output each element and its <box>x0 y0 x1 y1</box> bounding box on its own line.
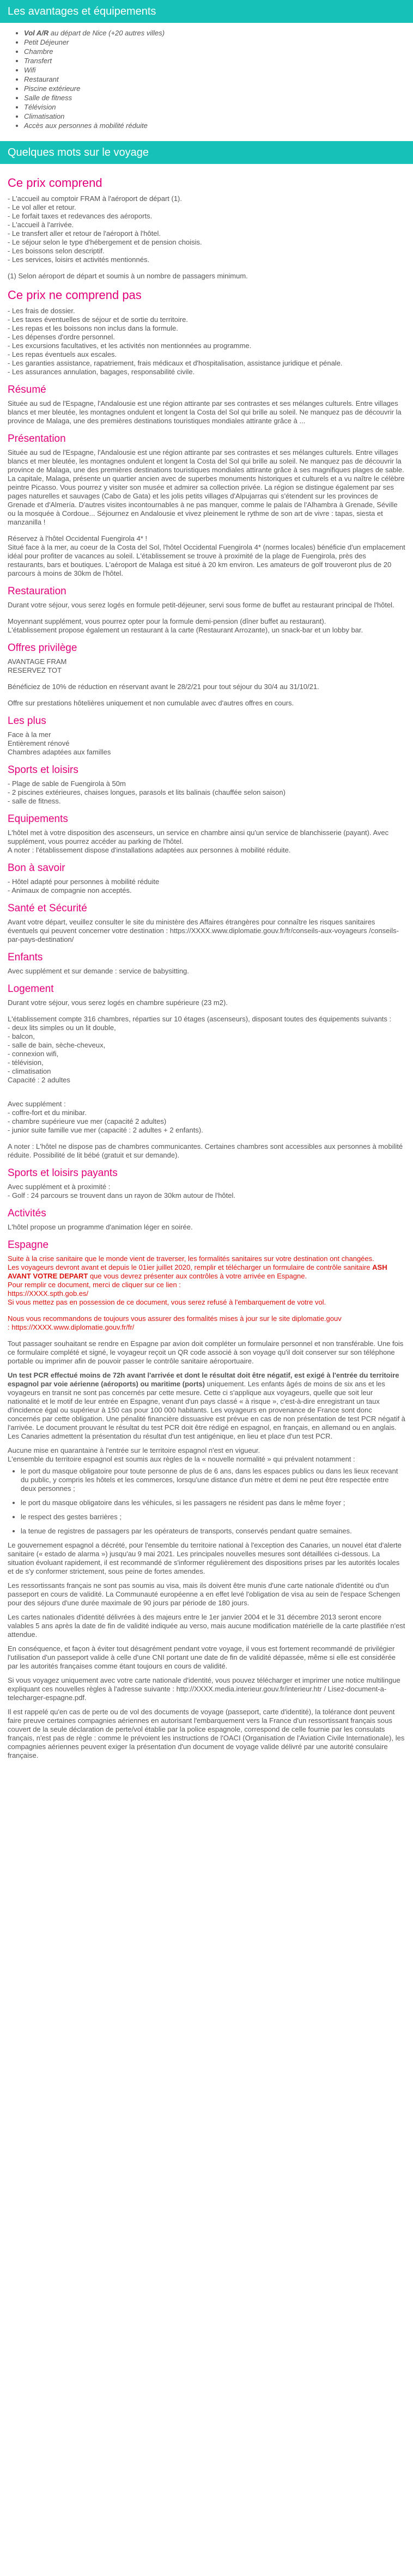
rules-item: • le port du masque obligatoire dans les véhicules, si les passagers ne résident pas dans le même foyer ; <box>21 1499 405 1507</box>
section-body-offres-privilege <box>8 657 405 708</box>
section-line: L'établissement propose également un restaurant à la carte (Restaurant Arrozante), un snack-bar et un lobby bar. <box>8 626 363 634</box>
notice-text: Suite à la crise sanitaire que le monde vient de traverser, les formalités sanitaires sur votre destination ont changées. <box>8 1254 374 1263</box>
section-line: Avec supplément : <box>8 1100 66 1108</box>
section-line: - salle de fitness. <box>8 797 61 805</box>
espagne-paragraph: Si vous voyagez uniquement avec votre carte nationale d'identité, vous pouvez télécharger et imprimer une notice multilingue expliquant ces nouvelles règles à l'adresse suivante : http://XXXX.media.interieur.gouv.fr/interieur.htr / Lisez-document-a-telecharger-espagne.pdf. <box>8 1676 400 1702</box>
section-body-activites <box>8 1223 405 1232</box>
section-heading-ce-prix-ne-comprend-pas: Ce prix ne comprend pas <box>8 288 142 302</box>
section-heading-logement: Logement <box>8 983 54 995</box>
rules-item: • le respect des gestes barrières ; <box>21 1513 405 1521</box>
advantage-item <box>24 93 413 102</box>
section-line: L'hôtel propose un programme d'animation léger en soirée. <box>8 1223 193 1231</box>
espagne-paragraph: Il est rappelé qu'en cas de perte ou de vol des documents de voyage (passeport, carte d'identité), la tolérance dont peuvent faire preuve certaines compagnies aériennes en autorisant l'embarquement vers la France d'un ressortissant français sous couvert de la seule déclaration de perte/vol établie par la police espagnole, correspond de celle fournie par les consulats français, n'est pas de règle : comme le prévoient les instructions de l'OACI (Organisation de l'Aviation Civile Internationale), les compagnies aériennes peuvent exiger la présentation d'un document de voyage valide délivré par une autorité consulaire française. <box>8 1708 405 1759</box>
spacer <box>8 527 405 534</box>
notice-text: Pour remplir ce document, merci de cliquer sur ce lien : <box>8 1281 181 1289</box>
advantage-item-bold: Vol A/R <box>24 29 49 37</box>
section-body-enfants <box>8 967 405 976</box>
notice-line <box>8 1298 405 1307</box>
section-line: - Animaux de compagnie non acceptés. <box>8 886 132 894</box>
section-body-ce-prix-comprend <box>8 194 405 281</box>
section-line: Avant votre départ, veuillez consulter le site du ministère des Affaires étrangères pour connaître les risques sanitaires éventuels qui peuvent concerner votre destination : https://XXXX.www.diplomatie.gouv.fr/fr/conseils-aux-voyageurs /conseils-par-pays-destination/ <box>8 918 399 943</box>
spacer <box>8 1092 405 1100</box>
section-line: Bénéficiez de 10% de réduction en réservant avant le 28/2/21 pour tout séjour du 30/4 au 31/10/21. <box>8 683 319 691</box>
section-line: - L'accueil au comptoir FRAM à l'aéroport de départ (1). <box>8 194 182 203</box>
section-line: - Le séjour selon le type d'hébergement et de pension choisis. <box>8 238 202 246</box>
rules-item: • la tenue de registres de passagers par les opérateurs de transports, conservés pendant quatre semaines. <box>21 1527 405 1536</box>
section-line: AVANTAGE FRAM <box>8 657 67 666</box>
section-line: - Les dépenses d'ordre personnel. <box>8 333 115 341</box>
advantage-item-text: Petit Déjeuner <box>24 38 69 46</box>
advantage-item <box>24 47 413 56</box>
advantage-item-text: Restaurant <box>24 75 59 83</box>
section-body-bon-a-savoir <box>8 878 405 895</box>
advantage-item <box>24 65 413 75</box>
section-body-ce-prix-ne-comprend-pas <box>8 307 405 376</box>
advantage-item-text: Accès aux personnes à mobilité réduite <box>24 121 148 130</box>
espagne-paragraph: En conséquence, et façon à éviter tout désagrément pendant votre voyage, il vous est fortement recommandé de privilégier l'utilisation d'un passeport valide à celle d'une CNI portant une date de fin de validité dépassée, même si elle est considérée par les autorités françaises comme étant toujours en cours de validité. <box>8 1645 396 1670</box>
section-line: - télévision, <box>8 1058 44 1067</box>
notice-line <box>8 1289 405 1298</box>
notice-text: : https://XXXX.www.diplomatie.gouv.fr/fr/ <box>8 1323 135 1331</box>
section-line: - Les services, loisirs et activités mentionnés. <box>8 255 150 264</box>
trip-section <box>0 141 413 1776</box>
section-line: Réservez à l'hôtel Occidental Fuengirola 4* ! <box>8 534 148 543</box>
section-body-resume <box>8 399 405 425</box>
section-line: Située au sud de l'Espagne, l'Andalousie est une région attirante par ses contrastes et ses mélanges culturels. Entre villages blancs et mer bleutée, les montagnes ondulent et longent la Costa del Sol qui brille au soleil. Ne manquez pas de découvrir la province de Malaga, une des premières destinations touristiques mondiales attirante grâce à ... <box>8 399 402 425</box>
espagne-sanitary-notice <box>8 1254 405 1332</box>
section-line: Durant votre séjour, vous serez logés en formule petit-déjeuner, servi sous forme de buffet au restaurant principal de l'hôtel. <box>8 601 394 609</box>
section-line: - Les boissons selon descriptif. <box>8 247 105 255</box>
section-line: - climatisation <box>8 1067 51 1075</box>
notice-text: Les voyageurs devront avant et depuis le 01ier juillet 2020, remplir et télécharger un formulaire de contrôle sanitaire <box>8 1263 373 1271</box>
section-line: - Les repas éventuels aux escales. <box>8 350 117 358</box>
notice-line <box>8 1254 405 1263</box>
section-line: A noter : L'hôtel ne dispose pas de chambres communicantes. Certaines chambres sont accessibles aux personnes à mobilité réduite. Possibilité de lit bébé (gratuit et sur demande). <box>8 1142 403 1159</box>
section-body-restauration <box>8 601 405 635</box>
section-line: - Le forfait taxes et redevances des aéroports. <box>8 212 153 220</box>
section-body-sports-et-loisirs <box>8 780 405 806</box>
section-line: A noter : l'établissement dispose d'installations adaptées aux personnes à mobilité réduite. <box>8 846 291 854</box>
espagne-rules-list <box>21 1467 405 1536</box>
section-heading-enfants: Enfants <box>8 952 43 963</box>
spacer <box>8 610 405 617</box>
advantage-item <box>24 84 413 93</box>
notice-line <box>8 1263 405 1281</box>
section-line: Offre sur prestations hôtelières uniquement et non cumulable avec d'autres offres en cours. <box>8 699 294 707</box>
section-line: - deux lits simples ou un lit double, <box>8 1024 116 1032</box>
rules-line: Aucune mise en quarantaine à l'entrée sur le territoire espagnol n'est en vigueur. <box>8 1446 260 1454</box>
spacer <box>8 1332 405 1339</box>
section-line: - junior suite famille vue mer (capacité : 2 adultes + 2 enfants). <box>8 1126 203 1134</box>
section-heading-ce-prix-comprend: Ce prix comprend <box>8 176 102 190</box>
spacer <box>8 1307 405 1314</box>
spacer <box>8 691 405 699</box>
section-line: - 2 piscines extérieures, chaises longues, parasols et lits balinais (chauffée selon saison) <box>8 788 286 796</box>
section-heading-resume: Résumé <box>8 384 46 395</box>
section-line: RESERVEZ TOT <box>8 666 62 674</box>
advantage-item-text: Transfert <box>24 57 52 65</box>
espagne-paragraph: Les cartes nationales d'identité délivrées à des majeurs entre le 1er janvier 2004 et le 31 décembre 2013 seront encore valables 5 ans après la date de fin de validité indiquée au verso, mais aucune modification matérielle de la carte plastifiée n'est attendue. <box>8 1613 405 1639</box>
section-line: - Les repas et les boissons non inclus dans la formule. <box>8 324 178 332</box>
section-line: Entièrement rénové <box>8 739 70 747</box>
section-line: L'hôtel met à votre disposition des ascenseurs, un service en chambre ainsi qu'un service de blanchisserie (payant). Avec supplément, vous pourrez accéder au parking de l'hôtel. <box>8 829 389 845</box>
advantages-list <box>24 28 413 130</box>
notice-text: Nous vous recommandons de toujours vous assurer des formalités mises à jour sur le site diplomatie.gouv <box>8 1314 342 1323</box>
advantage-item-text: Climatisation <box>24 112 65 120</box>
notice-line <box>8 1314 405 1323</box>
section-body-presentation <box>8 448 405 578</box>
advantage-item-text: Chambre <box>24 47 53 56</box>
advantage-item <box>24 38 413 47</box>
notice-line <box>8 1281 405 1289</box>
advantage-item <box>24 75 413 84</box>
advantage-item <box>24 121 413 130</box>
section-body-les-plus <box>8 730 405 757</box>
section-body-sports-et-loisirs-payants <box>8 1183 405 1200</box>
pcr-text: uniquement. Les enfants âgés de moins de six ans et les voyageurs en transit ne sont pas concernés par cette mesure. Cette ci s'applique aux voyageurs, quelle que soit leur nationalité et le motif de leur entrée en Espagne, venant d'un pays classé « à risque », c'est-à-dire enregistrant un taux d'incidence égal ou supérieur à 150 cas pour 100 000 habitants. Les voyageurs en provenance de France sont donc concernés par cette obligation. Une pénalité financière dissuasive est prévue en cas de non présentation de test PCR négatif à l'arrivée. Le document prouvant le résultat du test PCR doit être rédigé en espagnol, en français, en allemand ou en anglais. Les Canaries admettent la présentation du résultat d'un test antigénique, en lieu et place d'un test PCR. <box>8 1380 405 1440</box>
section-line: - balcon, <box>8 1032 35 1040</box>
section-line: - Les excursions facultatives, et les activités non mentionnées au programme. <box>8 342 252 350</box>
espagne-pcr-paragraph <box>8 1371 405 1441</box>
section-line: - Plage de sable de Fuengirola à 50m <box>8 780 126 788</box>
section-heading-sports-et-loisirs: Sports et loisirs <box>8 764 78 776</box>
notice-text: https://XXXX.spth.gob.es/ <box>8 1289 89 1298</box>
section-heading-les-plus: Les plus <box>8 715 46 727</box>
advantage-item <box>24 28 413 38</box>
section-line: - L'accueil à l'arrivée. <box>8 221 74 229</box>
section-line: Situé face à la mer, au coeur de la Costa del Sol, l'hôtel Occidental Fuengirola 4* (normes locales) bénéficie d'un emplacement idéal pour profiter de vacances au soleil. L'établissement se trouve à proximité de la plage de Fuengirola, près des restaurants, bars et boutiques. L'aéroport de Malaga est situé à 20 km environ. Les amateurs de golf trouveront plus de 20 parcours à moins de 30km de l'hôtel. <box>8 543 405 577</box>
section-line: Capacité : 2 adultes <box>8 1076 70 1084</box>
section-line: - Hôtel adapté pour personnes à mobilité réduite <box>8 878 160 886</box>
spacer <box>8 675 405 683</box>
rules-line: L'ensemble du territoire espagnol est soumis aux règles de la « nouvelle normalité » qui prévalent notamment : <box>8 1455 355 1463</box>
section-heading-sports-et-loisirs-payants: Sports et loisirs payants <box>8 1167 118 1179</box>
section-heading-sante-et-securite: Santé et Sécurité <box>8 903 87 914</box>
section-line: - Les frais de dossier. <box>8 307 75 315</box>
espagne-rules-intro <box>8 1446 405 1464</box>
espagne-paragraph: Tout passager souhaitant se rendre en Espagne par avion doit compléter un formulaire personnel et non transférable. Une fois ce formulaire complété et signé, le voyageur reçoit un QR code associé à son voyage qu'il doit conserver sur son téléphone portable ou imprimer afin de pouvoir passer le contrôle sanitaire aéroportuaire. <box>8 1339 404 1365</box>
advantage-item-text: Salle de fitness <box>24 94 72 102</box>
section-heading-activites: Activités <box>8 1208 46 1219</box>
espagne-paragraph: Le gouvernement espagnol a décrété, pour l'ensemble du territoire national à l'exception des Canaries, un nouvel état d'alerte sanitaire (« estado de alarma ») jusqu'au 9 mai 2021. Les principales nouvelles mesures sont détaillées ci-dessous. La situation évoluant rapidement, il est recommandé de s'informer régulièrement des dispositions prises par les autorités locales et de s'y conformer strictement, sous peine de fortes amendes. <box>8 1541 402 1575</box>
section-line: - salle de bain, sèche-cheveux, <box>8 1041 106 1049</box>
advantages-section <box>0 0 413 130</box>
section-line: - connexion wifi, <box>8 1050 59 1058</box>
spacer <box>8 1135 405 1142</box>
section-line: Avec supplément et sur demande : service de babysitting. <box>8 967 189 975</box>
section-line: - Les taxes éventuelles de séjour et de sortie du territoire. <box>8 315 188 324</box>
advantage-item <box>24 102 413 112</box>
advantage-item-text: Wifi <box>24 66 36 74</box>
advantage-item-text: au départ de Nice (+20 autres villes) <box>48 29 165 37</box>
section-line: - Golf : 24 parcours se trouvent dans un rayon de 30km autour de l'hôtel. <box>8 1191 235 1199</box>
pcr-bold: Un test PCR effectué moins de 72h avant l'arrivée et dont le résultat doit être négatif, est exigé à l'entrée du territoire espagnol par voie aérienne (aéroports) ou maritime (ports) <box>8 1371 399 1388</box>
section-line: Face à la mer <box>8 730 51 739</box>
section-line: - Le vol aller et retour. <box>8 203 76 211</box>
espagne-paragraph: Les ressortissants français ne sont pas soumis au visa, mais ils doivent être munis d'une carte nationale d'identité ou d'un passeport en cours de validité. La Communauté européenne a en effet levé l'obligation de visa au sein de l'espace Schengen pour des séjours d'une durée maximale de 90 jours par période de 180 jours. <box>8 1581 400 1607</box>
notice-text: Si vous mettez pas en possession de ce document, vous serez refusé à l'embarquement de votre vol. <box>8 1298 326 1306</box>
section-line: - Les assurances annulation, bagages, responsabilité civile. <box>8 368 195 376</box>
advantage-item-text: Piscine extérieure <box>24 84 81 93</box>
section-line: - Le transfert aller et retour de l'aéroport à l'hôtel. <box>8 229 161 237</box>
section-line: - Les garanties assistance, rapatriement, frais médicaux et d'hospitalisation, assistance juridique et pénale. <box>8 359 343 367</box>
notice-bold: ASH AVANT VOTRE DEPART <box>8 1263 387 1280</box>
section-heading-bon-a-savoir: Bon à savoir <box>8 862 65 874</box>
section-line: (1) Selon aéroport de départ et soumis à un nombre de passagers minimum. <box>8 272 248 280</box>
section-line: Durant votre séjour, vous serez logés en chambre supérieure (23 m2). <box>8 998 228 1007</box>
spacer <box>8 1007 405 1015</box>
advantage-item <box>24 56 413 65</box>
section-line: L'établissement compte 316 chambres, réparties sur 10 étages (ascenseurs), disposant toutes des équipements suivants : <box>8 1015 392 1023</box>
spacer <box>8 264 405 272</box>
rules-item: • le port du masque obligatoire pour toute personne de plus de 6 ans, dans les espaces publics ou dans les lieux recevant du public, y compris les hôtels et les commerces, lorsqu'une distance d'un mètre et demi ne peut être respectée entre deux personnes ; <box>21 1467 405 1493</box>
section-heading-restauration: Restauration <box>8 586 66 597</box>
advantage-item <box>24 112 413 121</box>
section-line: Située au sud de l'Espagne, l'Andalousie est une région attirante par ses contrastes et ses mélanges culturels. Entre villages blancs et mer bleutée, les montagnes ondulent et longent la Costa del Sol qui brille au soleil. Ne manquez pas de découvrir la province de Malaga, une des premières destinations touristiques mondiales attirante grâce à ses magnifiques plages de sable. La capitale, Malaga, présente un quartier ancien avec de superbes monuments historiques et culturels et a vu naître le célèbre peintre Picasso. Vous pourrez y visiter son musée et admirer sa collection privée. La région se distingue également par ses pages naturelles et sauvages (Cabo de Gata) et les jolis petits villages d'Alpujarras qui s'étendent sur les provinces de Grenade et d'Almería. D'autres visites incontournables à ne pas manquer, comme le palais de l'Alhambra à Grenade, Séville ou la mosquée à Cordoue... Séjournez en Andalousie et vivez pleinement le rythme de son art de vivre : tapas, siesta et manzanilla ! <box>8 448 405 526</box>
section-line: Avec supplément et à proximité : <box>8 1183 111 1191</box>
section-heading-equipements: Equipements <box>8 813 68 825</box>
section-line: Chambres adaptées aux familles <box>8 748 111 756</box>
section-body-equipements <box>8 829 405 855</box>
section-heading-presentation: Présentation <box>8 433 66 444</box>
notice-text: que vous devrez présenter aux contrôles à votre arrivée en Espagne. <box>88 1272 307 1280</box>
section-body-sante-et-securite <box>8 918 405 944</box>
notice-line <box>8 1323 405 1332</box>
advantage-item-text: Télévision <box>24 103 56 111</box>
section-heading-offres-privilege: Offres privilège <box>8 642 77 654</box>
advantages-title: Les avantages et équipements <box>0 0 413 23</box>
section-line: Moyennant supplément, vous pourrez opter pour la formule demi-pension (dîner buffet au restaurant). <box>8 617 326 625</box>
section-line: - chambre supérieure vue mer (capacité 2 adultes) <box>8 1117 167 1125</box>
trip-content <box>0 164 413 1776</box>
section-heading-espagne: Espagne <box>8 1239 49 1251</box>
section-line: - coffre-fort et du minibar. <box>8 1109 87 1117</box>
spacer <box>8 1085 405 1092</box>
trip-title: Quelques mots sur le voyage <box>0 141 413 164</box>
section-body-logement <box>8 998 405 1160</box>
